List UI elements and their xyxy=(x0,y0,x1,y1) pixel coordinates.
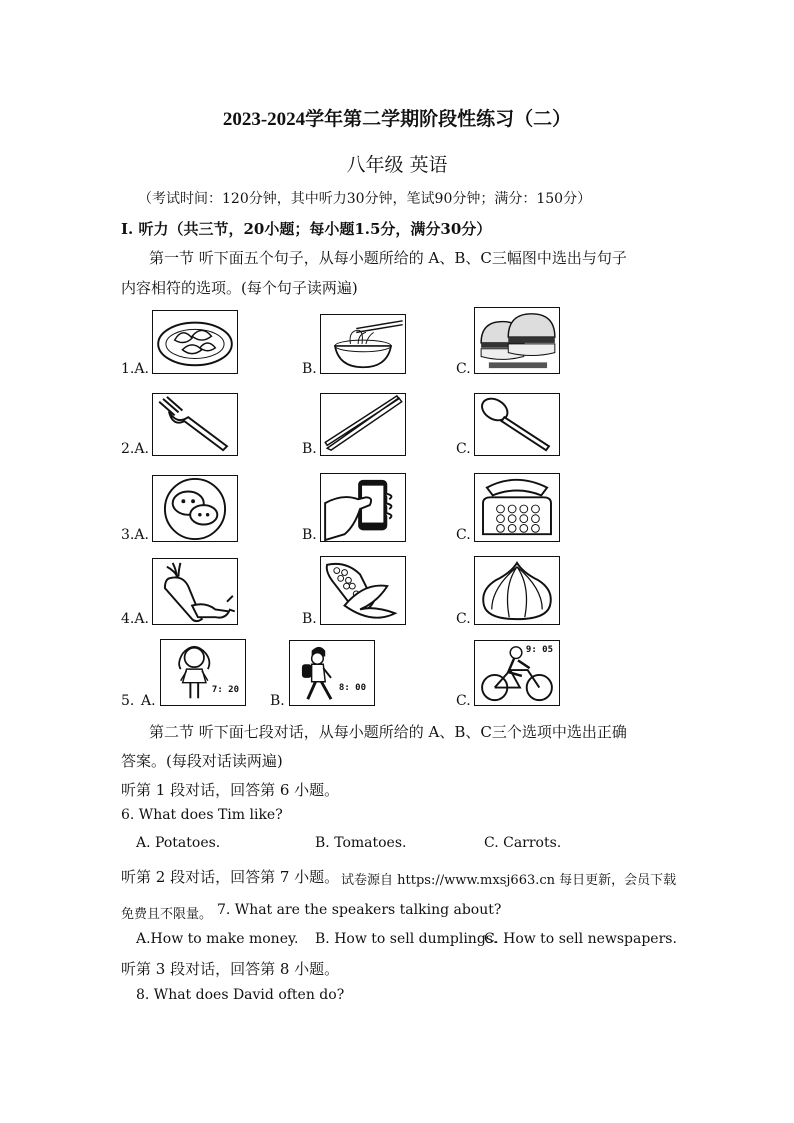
question-8: 8. What does David often do? xyxy=(136,987,345,1003)
clock-time-b: 8: 00 xyxy=(338,683,366,693)
phone-in-hand-icon xyxy=(321,474,405,541)
option-2a[interactable] xyxy=(152,393,238,456)
q7-option-c[interactable]: C. How to sell newspapers. xyxy=(484,931,677,947)
q4-label-a: 4.A. xyxy=(121,611,149,627)
option-2c[interactable] xyxy=(474,393,560,456)
q4-label-b: B. xyxy=(302,611,317,627)
option-5c[interactable] xyxy=(474,640,560,706)
girl-icon xyxy=(161,640,245,705)
clock-time-a: 7: 20 xyxy=(211,685,239,695)
dialogue1-instruction: 听第 1 段对话，回答第 6 小题。 xyxy=(121,781,340,799)
option-1a[interactable] xyxy=(152,310,238,374)
q5-label-b: B. xyxy=(270,693,285,709)
option-4a[interactable] xyxy=(152,558,238,625)
dialogue2-instruction: 听第 2 段对话，回答第 7 小题。 xyxy=(121,868,340,886)
option-2b[interactable] xyxy=(320,393,406,456)
option-4c[interactable] xyxy=(474,556,560,625)
q6-option-b[interactable]: B. Tomatoes. xyxy=(315,835,407,851)
q7-option-a[interactable]: A.How to make money. xyxy=(136,931,299,947)
part2-instruction-line1: 第二节 听下面七段对话，从每小题所给的 A、B、C三个选项中选出正确 xyxy=(149,723,627,741)
q3-label-b: B. xyxy=(302,527,317,543)
q1-label-b: B. xyxy=(302,361,317,377)
q2-label-b: B. xyxy=(302,441,317,457)
q3-label-a: 3.A. xyxy=(121,527,149,543)
noodles-bowl-icon xyxy=(321,315,405,373)
option-4b[interactable] xyxy=(320,556,406,625)
carrot-icon xyxy=(153,559,237,624)
q6-option-c[interactable]: C. Carrots. xyxy=(484,835,562,851)
fork-icon xyxy=(153,394,237,455)
exam-info: （考试时间：120分钟，其中听力30分钟，笔试90分钟；满分：150分） xyxy=(138,191,592,207)
q3-label-c: C. xyxy=(456,527,471,543)
q5-label-a: A. xyxy=(141,693,156,709)
page-subtitle: 八年级 英语 xyxy=(346,154,448,176)
part1-instruction-line1: 第一节 听下面五个句子，从每小题所给的 A、B、C三幅图中选出与句子 xyxy=(149,249,627,267)
option-3b[interactable] xyxy=(320,473,406,542)
telephone-icon xyxy=(475,474,559,541)
page-title: 2023-2024学年第二学期阶段性练习（二） xyxy=(222,109,572,130)
wechat-icon xyxy=(153,476,237,541)
corn-icon xyxy=(321,557,405,624)
hamburger-icon xyxy=(475,308,559,373)
q1-label-a: 1.A. xyxy=(121,361,149,377)
q7-option-b[interactable]: B. How to sell dumplings. xyxy=(315,931,498,947)
walking-boy-icon xyxy=(290,641,374,705)
question-7: 7. What are the speakers talking about? xyxy=(217,902,502,918)
question-6: 6. What does Tim like? xyxy=(121,807,283,823)
spoon-icon xyxy=(475,394,559,455)
section-heading: Ⅰ. 听力（共三节，20小题；每小题1.5分，满分30分） xyxy=(121,220,492,238)
option-1c[interactable] xyxy=(474,307,560,374)
option-1b[interactable] xyxy=(320,314,406,374)
option-3a[interactable] xyxy=(152,475,238,542)
q5-number: 5. xyxy=(121,693,135,709)
option-5a[interactable] xyxy=(160,639,246,706)
dialogue3-instruction: 听第 3 段对话，回答第 8 小题。 xyxy=(121,960,340,978)
q1-label-c: C. xyxy=(456,361,471,377)
clock-time-c: 9: 05 xyxy=(525,645,553,655)
option-5b[interactable] xyxy=(289,640,375,706)
q2-label-c: C. xyxy=(456,441,471,457)
dumplings-plate-icon xyxy=(153,311,237,373)
q4-label-c: C. xyxy=(456,611,471,627)
part2-instruction-line2: 答案。(每段对话读两遍) xyxy=(121,752,283,770)
chopsticks-icon xyxy=(321,394,405,455)
onion-icon xyxy=(475,557,559,624)
q6-option-a[interactable]: A. Potatoes. xyxy=(136,835,221,851)
option-3c[interactable] xyxy=(474,473,560,542)
source-notice: 试卷源自 https://www.mxsj663.cn 每日更新，会员下载 xyxy=(341,873,677,888)
q2-label-a: 2.A. xyxy=(121,441,149,457)
q5-label-c: C. xyxy=(456,693,471,709)
source-notice-cont: 免费且不限量。 xyxy=(121,907,213,922)
part1-instruction-line2: 内容相符的选项。(每个句子读两遍) xyxy=(121,279,358,297)
